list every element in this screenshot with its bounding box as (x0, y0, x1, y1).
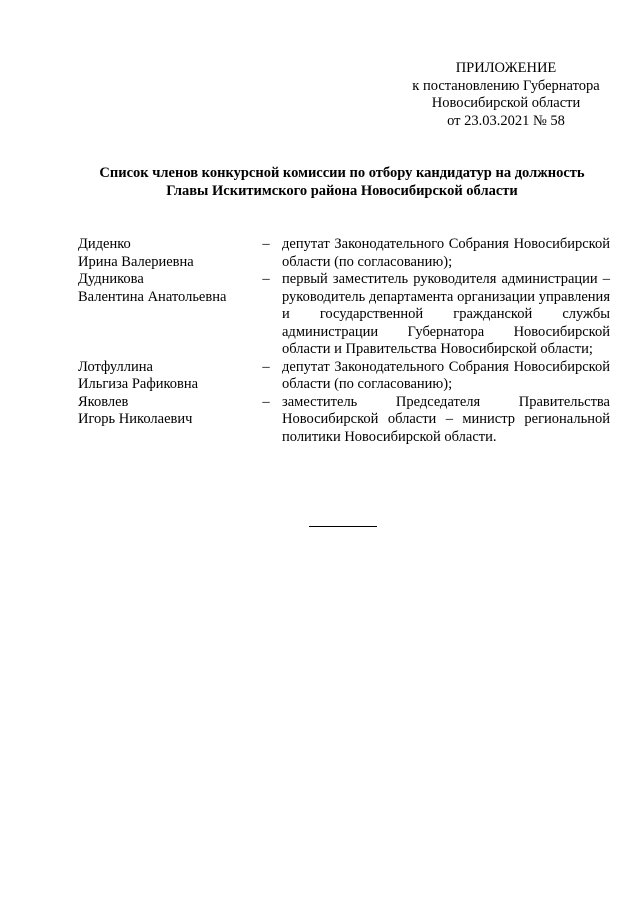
member-dash: – (262, 271, 270, 287)
commission-members-list (78, 236, 610, 446)
member-dash: – (262, 393, 270, 410)
member-given-name: Игорь Николаевич (78, 411, 193, 427)
member-row (78, 236, 610, 271)
member-surname: Яковлев (78, 393, 129, 410)
member-role: депутат Законодательного Собрания Новосибирской области (по согласованию); (282, 358, 610, 392)
member-dash: – (262, 236, 270, 252)
member-name (78, 394, 258, 429)
appendix-date-number: от 23.03.2021 № 58 (447, 112, 565, 129)
member-row (78, 359, 610, 394)
document-title (60, 165, 624, 200)
title-line: Главы Искитимского района Новосибирской области (166, 182, 518, 199)
member-surname: Дудникова (78, 271, 144, 287)
title-line: Список членов конкурсной комиссии по отбору кандидатур на должность (99, 165, 585, 181)
member-row (78, 394, 610, 447)
member-surname: Лотфуллина (78, 358, 153, 375)
member-given-name: Ирина Валериевна (78, 253, 194, 270)
member-surname: Диденко (78, 236, 131, 252)
member-given-name: Валентина Анатольевна (78, 288, 227, 305)
appendix-line: к постановлению Губернатора (412, 77, 600, 94)
appendix-header (380, 60, 632, 130)
member-name (78, 271, 258, 306)
member-role: заместитель Председателя Правительства Новосибирской области – министр региональной политики Новосибирской области. (282, 393, 610, 445)
member-name (78, 359, 258, 394)
appendix-line: ПРИЛОЖЕНИЕ (455, 60, 557, 76)
member-role: первый заместитель руководителя администрации – руководитель департамента организации управления и государственной гражданской службы администрации Губернатора Новосибирской области и Правительства Новосибирской области; (282, 271, 610, 357)
appendix-line: Новосибирской области (431, 95, 581, 111)
member-role: депутат Законодательного Собрания Новосибирской области (по согласованию); (282, 236, 610, 270)
member-row (78, 271, 610, 359)
closing-divider (309, 526, 377, 527)
member-given-name: Ильгиза Рафиковна (78, 376, 199, 392)
member-dash: – (262, 358, 270, 375)
member-name (78, 236, 258, 271)
